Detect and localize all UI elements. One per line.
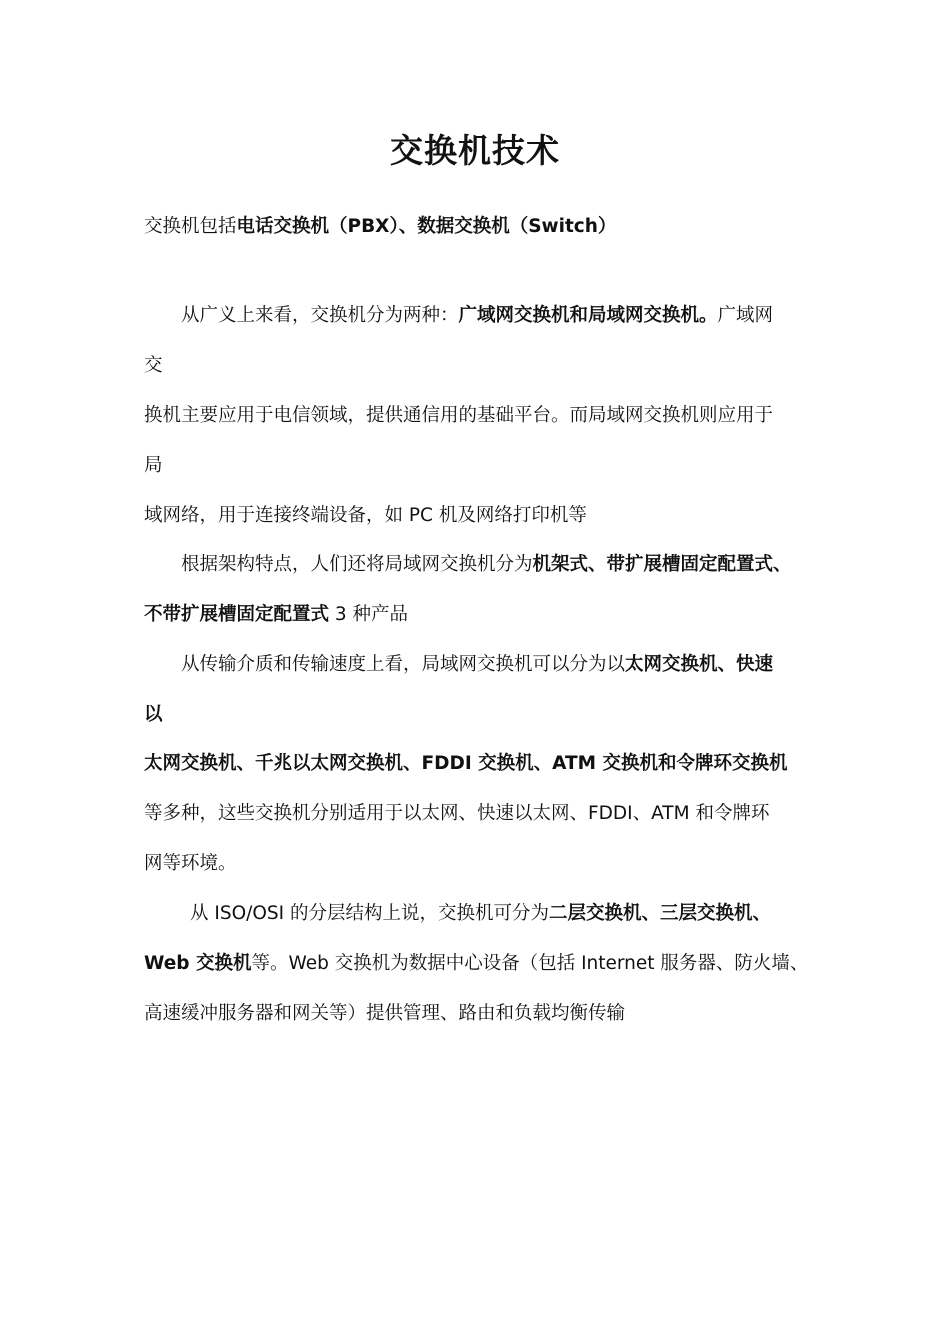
text-run: 3 种产品	[329, 604, 409, 625]
text-run: 高速缓冲服务器和网关等）提供管理、路由和负载均衡传输	[144, 1003, 626, 1024]
text-line	[181, 551, 792, 579]
text-run: 域网络，用于连接终端设备，如 PC 机及网络打印机等	[144, 505, 587, 526]
text-run: 换机主要应用于电信领域，提供通信用的基础平台。而局域网交换机则应用于	[144, 405, 774, 426]
bold-text-run: 广域网交换机和局域网交换机。	[458, 305, 718, 326]
text-run: 从传输介质和传输速度上看，局域网交换机可以分为以	[181, 654, 626, 675]
bold-text-run: 电话交换机（PBX）、数据交换机（Switch）	[236, 216, 617, 237]
bold-text-run: 二层交换机、三层交换机、	[549, 903, 772, 924]
text-run: 交换机包括	[144, 216, 237, 237]
text-run: 广域网	[717, 305, 774, 326]
text-run: 交	[144, 355, 163, 376]
text-line	[144, 402, 773, 430]
text-line	[144, 1000, 625, 1028]
text-run: 从广义上来看，交换机分为两种：	[181, 305, 459, 326]
text-line	[144, 452, 163, 480]
text-line	[144, 601, 408, 629]
text-line	[144, 213, 616, 241]
text-line	[190, 900, 771, 928]
text-run: 网等环境。	[144, 853, 237, 874]
text-line	[181, 302, 773, 330]
bold-text-run: 太网交换机、千兆以太网交换机、FDDI 交换机、ATM 交换机和令牌环交换机	[144, 753, 788, 774]
bold-text-run: 太网交换机、快速	[625, 654, 774, 675]
text-line	[144, 750, 788, 778]
bold-text-run: 机架式、带扩展槽固定配置式、	[532, 554, 792, 575]
text-run: 等。Web 交换机为数据中心设备（包括 Internet 服务器、防火墙、	[251, 953, 809, 974]
bold-text-run: 以	[144, 704, 163, 725]
text-run: 根据架构特点，人们还将局域网交换机分为	[181, 554, 533, 575]
text-line	[144, 800, 769, 828]
text-line	[144, 850, 237, 878]
bold-text-run: Web 交换机	[144, 953, 252, 974]
text-run: 等多种，这些交换机分别适用于以太网、快速以太网、FDDI、ATM 和令牌环	[144, 803, 770, 824]
document-title: 交换机技术	[390, 131, 560, 170]
bold-text-run: 不带扩展槽固定配置式	[144, 604, 330, 625]
text-line	[144, 502, 587, 530]
text-line	[144, 950, 808, 978]
text-line	[144, 701, 163, 729]
text-line	[181, 651, 773, 679]
text-run: 局	[144, 455, 163, 476]
text-line	[144, 352, 163, 380]
text-run: 从 ISO/OSI 的分层结构上说，交换机可分为	[190, 903, 550, 924]
